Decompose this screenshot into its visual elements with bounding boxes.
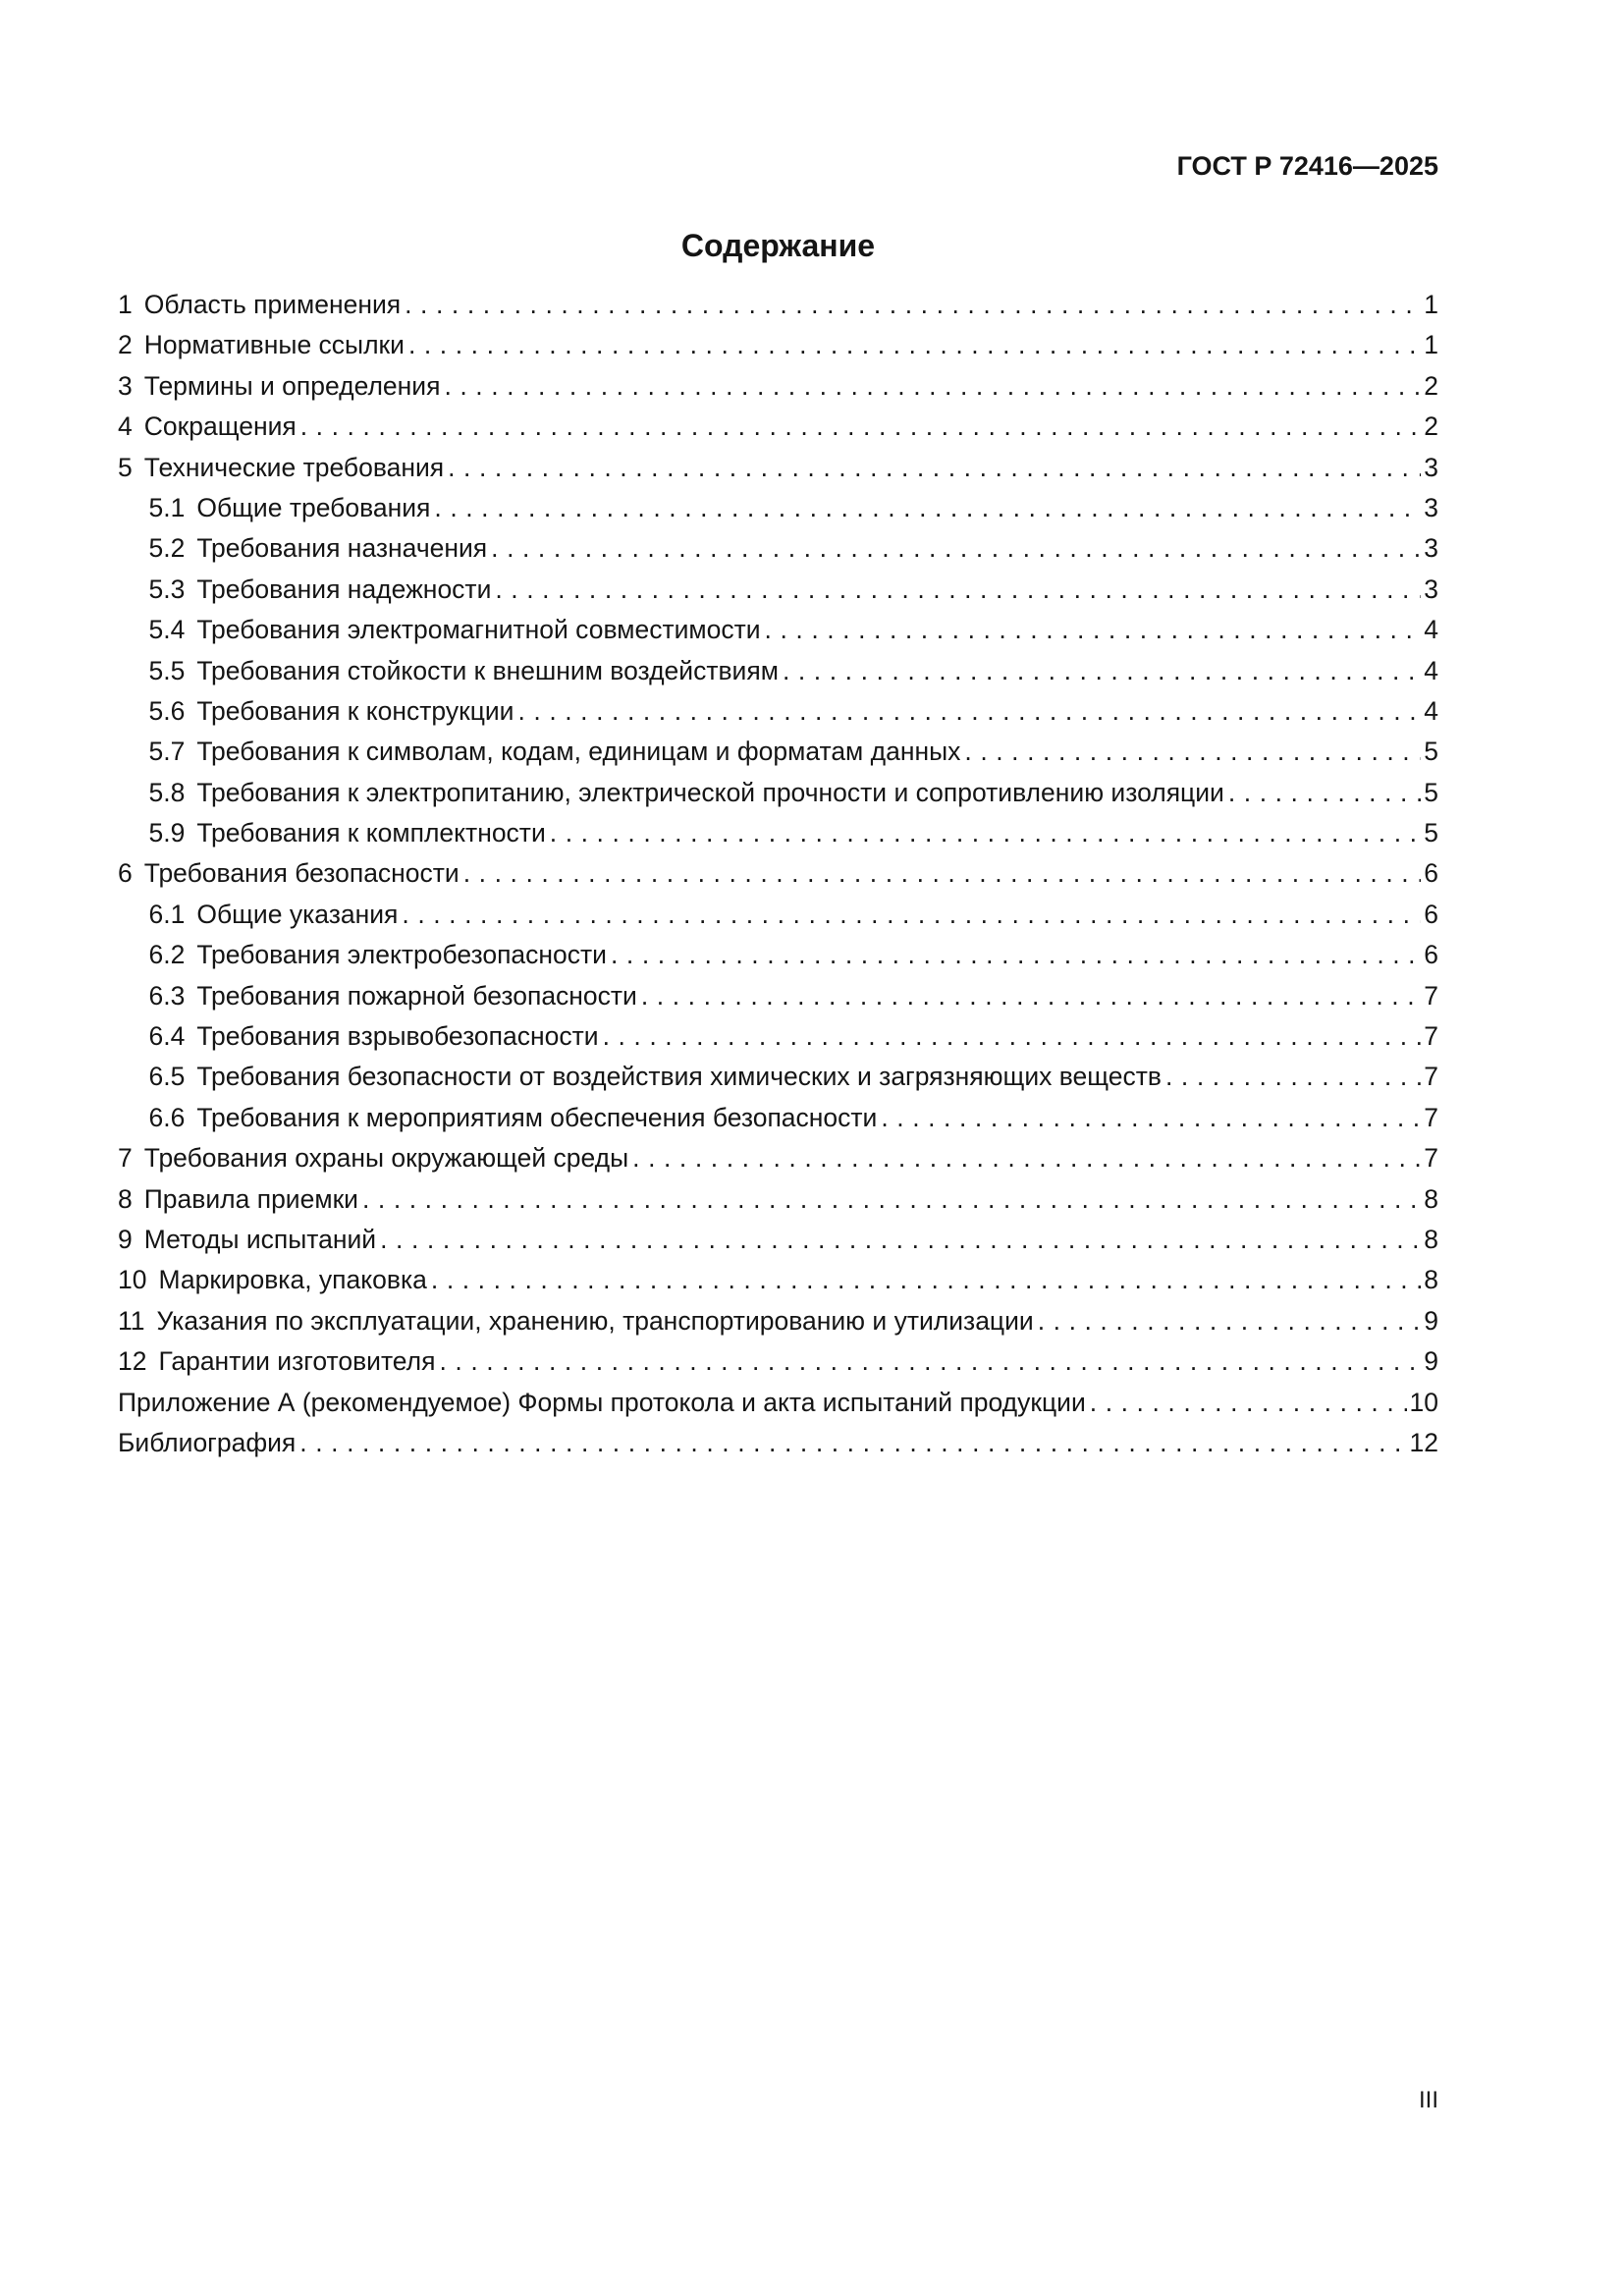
toc-entry-number: 11 (118, 1305, 145, 1336)
toc-entry-page: 3 (1424, 533, 1438, 564)
toc-entry-title: Требования электромагнитной совместимости (196, 615, 761, 645)
toc-entry-title: Требования пожарной безопасности (196, 980, 637, 1011)
toc-subentry (118, 570, 1438, 610)
leader-dots (434, 488, 1421, 528)
table-of-contents (118, 285, 1438, 1463)
toc-entry-page: 6 (1424, 940, 1438, 970)
leader-dots (408, 325, 1421, 365)
toc-entry-page: 12 (1409, 1427, 1438, 1457)
toc-entry-title: Маркировка, упаковка (158, 1265, 427, 1295)
toc-entry-page: 6 (1424, 858, 1438, 889)
toc-entry-page: 7 (1424, 1062, 1438, 1092)
toc-entry-title: Сокращения (143, 411, 297, 442)
page-number: III (1418, 2087, 1438, 2113)
leader-dots (380, 1220, 1421, 1260)
toc-entry-number: 6.2 (148, 940, 186, 970)
toc-entry-page: 7 (1424, 1143, 1438, 1174)
toc-entry-number: 5.3 (148, 574, 186, 604)
toc-entry-page: 9 (1424, 1346, 1438, 1377)
toc-entry-title: Нормативные ссылки (143, 330, 405, 360)
leader-dots (1038, 1301, 1422, 1341)
toc-entry (118, 853, 1438, 894)
leader-dots (362, 1179, 1421, 1220)
toc-entry-number: 7 (118, 1143, 133, 1174)
leader-dots (444, 366, 1421, 407)
toc-entry-bibliography (118, 1423, 1438, 1463)
toc-entry-number: 4 (118, 411, 133, 442)
toc-entry-page: 9 (1424, 1305, 1438, 1336)
leader-dots (517, 691, 1421, 732)
toc-entry-title: Требования назначения (196, 533, 488, 564)
toc-entry-page: 4 (1424, 655, 1438, 685)
toc-entry (118, 1260, 1438, 1300)
toc-entry-page: 2 (1424, 370, 1438, 401)
leader-dots (463, 853, 1422, 894)
toc-entry-title: Область применения (143, 290, 402, 319)
toc-entry-title: Общие требования (196, 492, 431, 522)
leader-dots (603, 1016, 1422, 1057)
toc-entry-number: 6.1 (148, 899, 186, 929)
toc-entry-title: Технические требования (143, 452, 445, 482)
toc-entry-number: 1 (118, 290, 133, 319)
toc-subentry (118, 895, 1438, 935)
toc-entry-title: Требования к комплектности (196, 818, 546, 848)
toc-subentry (118, 773, 1438, 813)
toc-subentry (118, 813, 1438, 853)
toc-entry-page: 5 (1424, 737, 1438, 767)
toc-entry-title: Методы испытаний (143, 1224, 377, 1254)
toc-entry-page: 1 (1424, 290, 1438, 319)
toc-subentry (118, 528, 1438, 569)
toc-entry (118, 1301, 1438, 1341)
toc-entry-page: 8 (1424, 1183, 1438, 1214)
leader-dots (611, 935, 1421, 975)
toc-entry-number: 5.1 (148, 492, 186, 522)
toc-entry (118, 407, 1438, 447)
toc-entry-page: 5 (1424, 777, 1438, 807)
toc-entry-title: Библиография (118, 1427, 297, 1457)
leader-dots (431, 1260, 1421, 1300)
toc-entry-title: Указания по эксплуатации, хранению, транспортированию и утилизации (156, 1305, 1034, 1336)
toc-entry-number: 5.6 (148, 695, 186, 726)
toc-subentry (118, 651, 1438, 691)
toc-entry-title: Требования безопасности от воздействия химических и загрязняющих веществ (196, 1062, 1162, 1092)
toc-entry-page: 2 (1424, 411, 1438, 442)
leader-dots (405, 285, 1421, 325)
toc-entry-number: 5.2 (148, 533, 186, 564)
toc-subentry (118, 935, 1438, 975)
toc-subentry (118, 488, 1438, 528)
toc-entry-title: Требования к электропитанию, электрической прочности и сопротивлению изоляции (196, 777, 1224, 807)
toc-entry-number: 2 (118, 330, 133, 360)
toc-entry (118, 448, 1438, 488)
toc-entry-title: Общие указания (196, 899, 399, 929)
toc-entry-number: 5.5 (148, 655, 186, 685)
leader-dots (964, 732, 1421, 772)
leader-dots (448, 448, 1421, 488)
toc-subentry (118, 1098, 1438, 1138)
toc-entry-page: 5 (1424, 818, 1438, 848)
toc-entry-title: Требования надежности (196, 574, 492, 604)
page-title: Содержание (680, 228, 876, 263)
leader-dots (1228, 773, 1421, 813)
toc-entry-number: 6.4 (148, 1021, 186, 1052)
toc-entry-title: Требования к символам, кодам, единицам и форматам данных (196, 737, 961, 767)
toc-entry-page: 10 (1409, 1387, 1438, 1417)
toc-entry-page: 8 (1424, 1265, 1438, 1295)
leader-dots (783, 651, 1421, 691)
toc-entry-title: Требования охраны окружающей среды (143, 1143, 629, 1174)
toc-subentry (118, 976, 1438, 1016)
toc-entry-title: Требования стойкости к внешним воздействиям (196, 655, 779, 685)
toc-entry-title: Гарантии изготовителя (158, 1346, 436, 1377)
toc-entry-number: 5 (118, 452, 133, 482)
toc-entry-number: 3 (118, 370, 133, 401)
toc-entry-number: 5.7 (148, 737, 186, 767)
leader-dots (550, 813, 1421, 853)
toc-entry (118, 1341, 1438, 1382)
toc-entry (118, 1179, 1438, 1220)
toc-entry-number: 5.9 (148, 818, 186, 848)
leader-dots (1165, 1057, 1421, 1097)
leader-dots (299, 1423, 1406, 1463)
toc-entry (118, 285, 1438, 325)
toc-entry (118, 325, 1438, 365)
leader-dots (641, 976, 1421, 1016)
toc-subentry (118, 1016, 1438, 1057)
toc-entry-page: 3 (1424, 492, 1438, 522)
toc-entry-number: 5.8 (148, 777, 186, 807)
toc-entry-page: 4 (1424, 615, 1438, 645)
toc-entry-title: Требования электробезопасности (196, 940, 607, 970)
toc-entry-title: Требования к мероприятиям обеспечения безопасности (196, 1102, 878, 1132)
toc-entry-title: Требования взрывобезопасности (196, 1021, 599, 1052)
toc-entry-number: 6.5 (148, 1062, 186, 1092)
leader-dots (300, 407, 1422, 447)
toc-entry-page: 3 (1424, 452, 1438, 482)
toc-subentry (118, 732, 1438, 772)
leader-dots (881, 1098, 1421, 1138)
toc-entry-number: 6 (118, 858, 133, 889)
toc-subentry (118, 610, 1438, 650)
toc-entry-title: Требования к конструкции (196, 695, 514, 726)
document-code: ГОСТ Р 72416—2025 (1176, 151, 1438, 181)
toc-entry-number: 9 (118, 1224, 133, 1254)
leader-dots (765, 610, 1422, 650)
toc-entry-number: 5.4 (148, 615, 186, 645)
toc-entry-page: 7 (1424, 980, 1438, 1011)
toc-entry-page: 1 (1424, 330, 1438, 360)
toc-entry-number: 6.6 (148, 1102, 186, 1132)
toc-entry-page: 6 (1424, 899, 1438, 929)
leader-dots (402, 895, 1421, 935)
toc-entry-title: Термины и определения (143, 370, 441, 401)
leader-dots (439, 1341, 1421, 1382)
toc-entry-number: 10 (118, 1265, 147, 1295)
toc-entry-page: 4 (1424, 695, 1438, 726)
toc-entry-page: 8 (1424, 1224, 1438, 1254)
leader-dots (495, 570, 1421, 610)
toc-entry-title: Приложение А (рекомендуемое) Формы протокола и акта испытаний продукции (118, 1387, 1086, 1417)
toc-entry-page: 3 (1424, 574, 1438, 604)
leader-dots (1090, 1383, 1407, 1423)
leader-dots (491, 528, 1421, 569)
toc-entry-number: 8 (118, 1183, 133, 1214)
toc-entry-number: 12 (118, 1346, 147, 1377)
toc-entry-title: Требования безопасности (143, 858, 460, 889)
toc-entry (118, 1220, 1438, 1260)
toc-entry-page: 7 (1424, 1102, 1438, 1132)
toc-subentry (118, 691, 1438, 732)
toc-subentry (118, 1057, 1438, 1097)
toc-entry (118, 1138, 1438, 1178)
toc-entry-appendix (118, 1383, 1438, 1423)
toc-entry-title: Правила приемки (143, 1183, 358, 1214)
toc-entry-page: 7 (1424, 1021, 1438, 1052)
leader-dots (632, 1138, 1421, 1178)
toc-entry-number: 6.3 (148, 980, 186, 1011)
toc-entry (118, 366, 1438, 407)
